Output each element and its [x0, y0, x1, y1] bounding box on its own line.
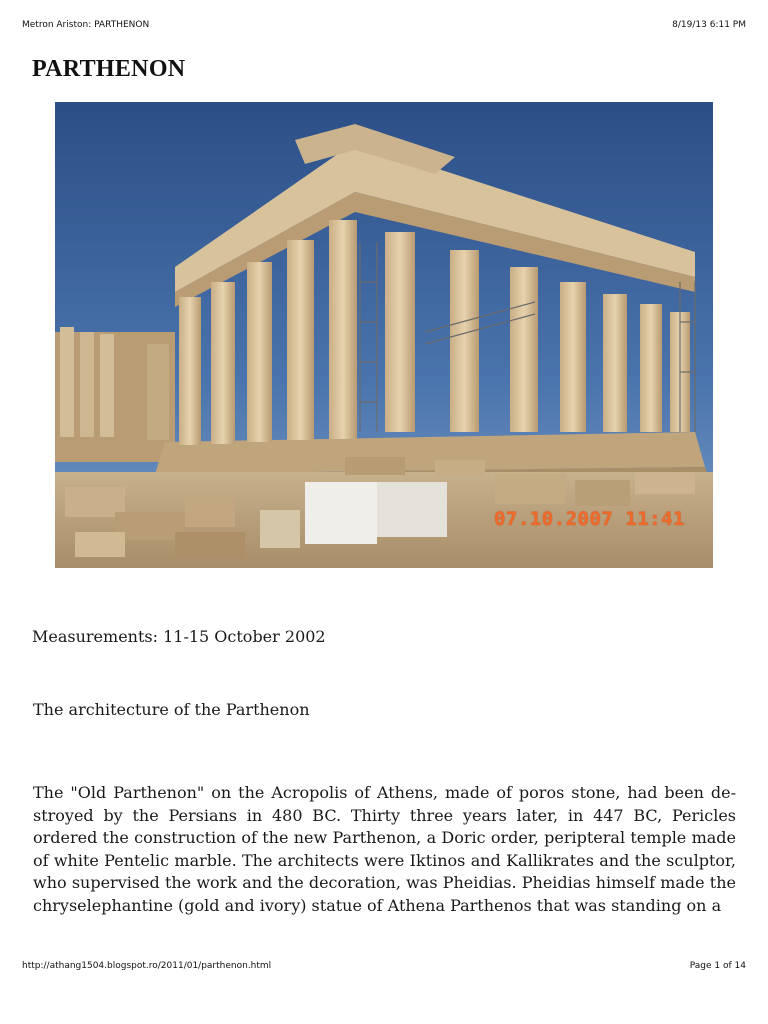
body-paragraph: The "Old Parthenon" on the Acropolis of Athens, made of poros stone, had been destroyed by the Persians in 480 BC. Thirty three years later, in 447 BC, Pericles ordered the construction of the new Parthenon, a Doric order, peripteral temple made of white Pentelic marble. The architects were Iktinos and Kallikrates and the sculptor, who supervised the work and the decoration, was Pheidias. Pheidias himself made the chryselephantine (gold and ivory) statue of Athena Parthenos that was standing on a	[33, 783, 736, 915]
footer-page-number: Page 1 of 14	[689, 961, 746, 971]
header-timestamp: 8/19/13 6:11 PM	[672, 20, 746, 30]
footer-url[interactable]: http://athang1504.blogspot.ro/2011/01/parthenon.html	[22, 961, 272, 971]
header-page-title: Metron Ariston: PARTHENON	[22, 20, 150, 30]
measurements-line: Measurements: 11-15 October 2002	[32, 627, 326, 646]
page-title: PARTHENON	[32, 56, 186, 82]
print-header	[22, 20, 746, 30]
parthenon-photo	[55, 102, 713, 568]
section-subtitle: The architecture of the Parthenon	[33, 700, 310, 719]
parthenon-illustration	[55, 102, 713, 568]
photo-date-stamp: 07.10.2007 11:41	[493, 508, 685, 530]
print-footer	[22, 961, 746, 971]
